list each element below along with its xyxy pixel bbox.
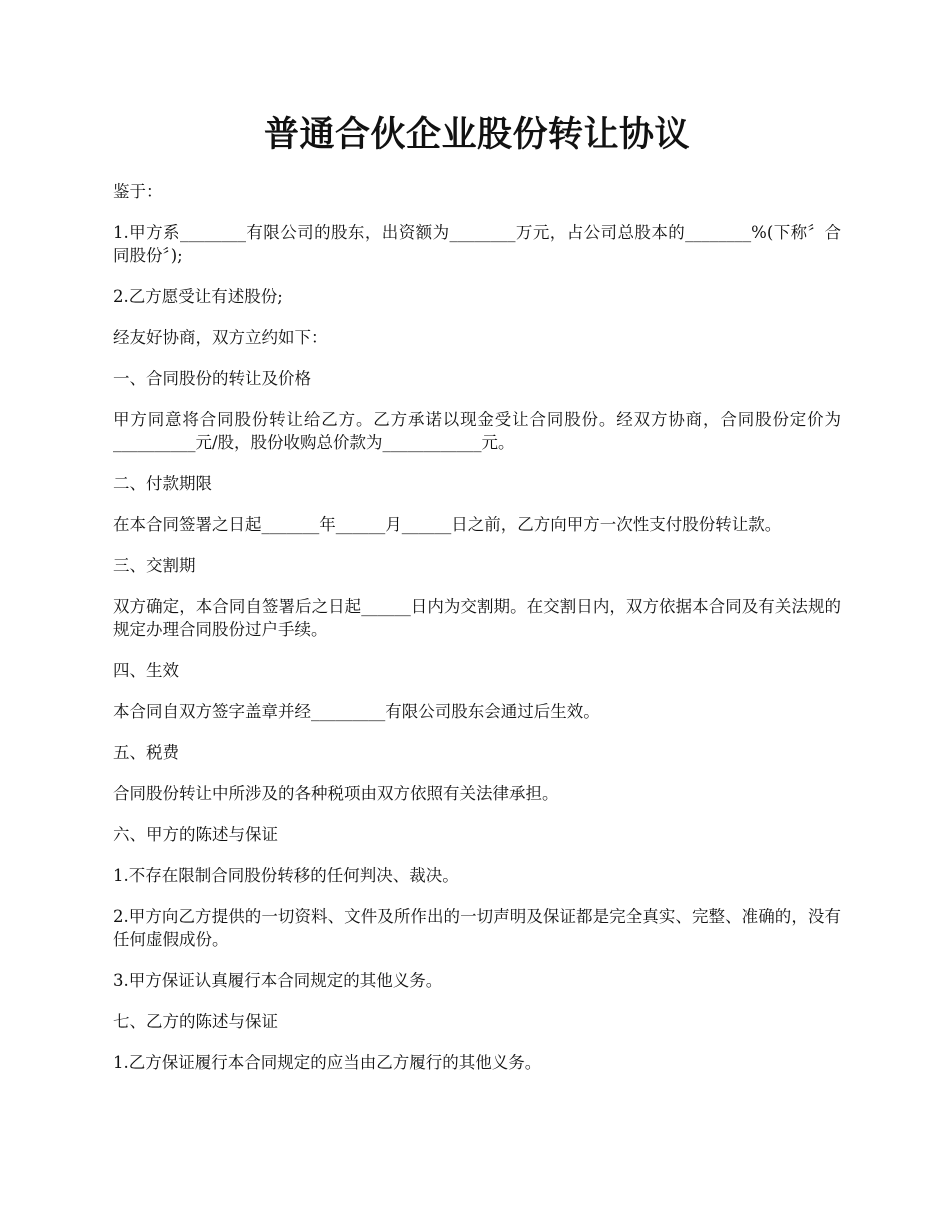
paragraph-agreement-intro: 经友好协商，双方立约如下： (113, 328, 328, 347)
section-heading-4: 四、生效 (113, 661, 179, 680)
section-6-item-2: 2.甲方向乙方提供的一切资料、文件及所作出的一切声明及保证都是完全真实、完整、准确的，没有任何虚假成份。 (113, 907, 841, 949)
section-heading-6: 六、甲方的陈述与保证 (113, 825, 278, 844)
section-body-2: 在本合同签署之日起_______年______月______日之前，乙方向甲方一次性支付股份转让款。 (113, 515, 782, 534)
section-heading-5: 五、税费 (113, 743, 179, 762)
section-heading-1: 一、合同股份的转让及价格 (113, 369, 311, 388)
section-heading-3: 三、交割期 (113, 556, 196, 575)
section-6-item-3: 3.甲方保证认真履行本合同规定的其他义务。 (113, 971, 443, 990)
section-heading-2: 二、付款期限 (113, 474, 212, 493)
document-title: 普通合伙企业股份转让协议 (263, 114, 690, 155)
section-body-1: 甲方同意将合同股份转让给乙方。乙方承诺以现金受让合同股份。经双方协商，合同股份定价为__________元/股，股份收购总价款为____________元。 (113, 410, 841, 452)
paragraph-recital-1: 1.甲方系________有限公司的股东，出资额为________万元，占公司总股本的________%(下称〞合同股份〞); (113, 223, 841, 265)
document-body (113, 180, 841, 1092)
section-body-4: 本合同自双方签字盖章并经_________有限公司股东会通过后生效。 (113, 702, 600, 721)
section-7-item-1: 1.乙方保证履行本合同规定的应当由乙方履行的其他义务。 (113, 1053, 542, 1072)
paragraph-recital-2: 2.乙方愿受让有述股份; (113, 287, 283, 306)
section-body-5: 合同股份转让中所涉及的各种税项由双方依照有关法律承担。 (113, 784, 559, 803)
section-body-3: 双方确定，本合同自签署后之日起______日内为交割期。在交割日内，双方依据本合同及有关法规的规定办理合同股份过户手续。 (113, 597, 841, 639)
paragraph-recitals: 鉴于： (113, 182, 163, 201)
section-6-item-1: 1.不存在限制合同股份转移的任何判决、裁决。 (113, 866, 459, 885)
section-heading-7: 七、乙方的陈述与保证 (113, 1012, 278, 1031)
